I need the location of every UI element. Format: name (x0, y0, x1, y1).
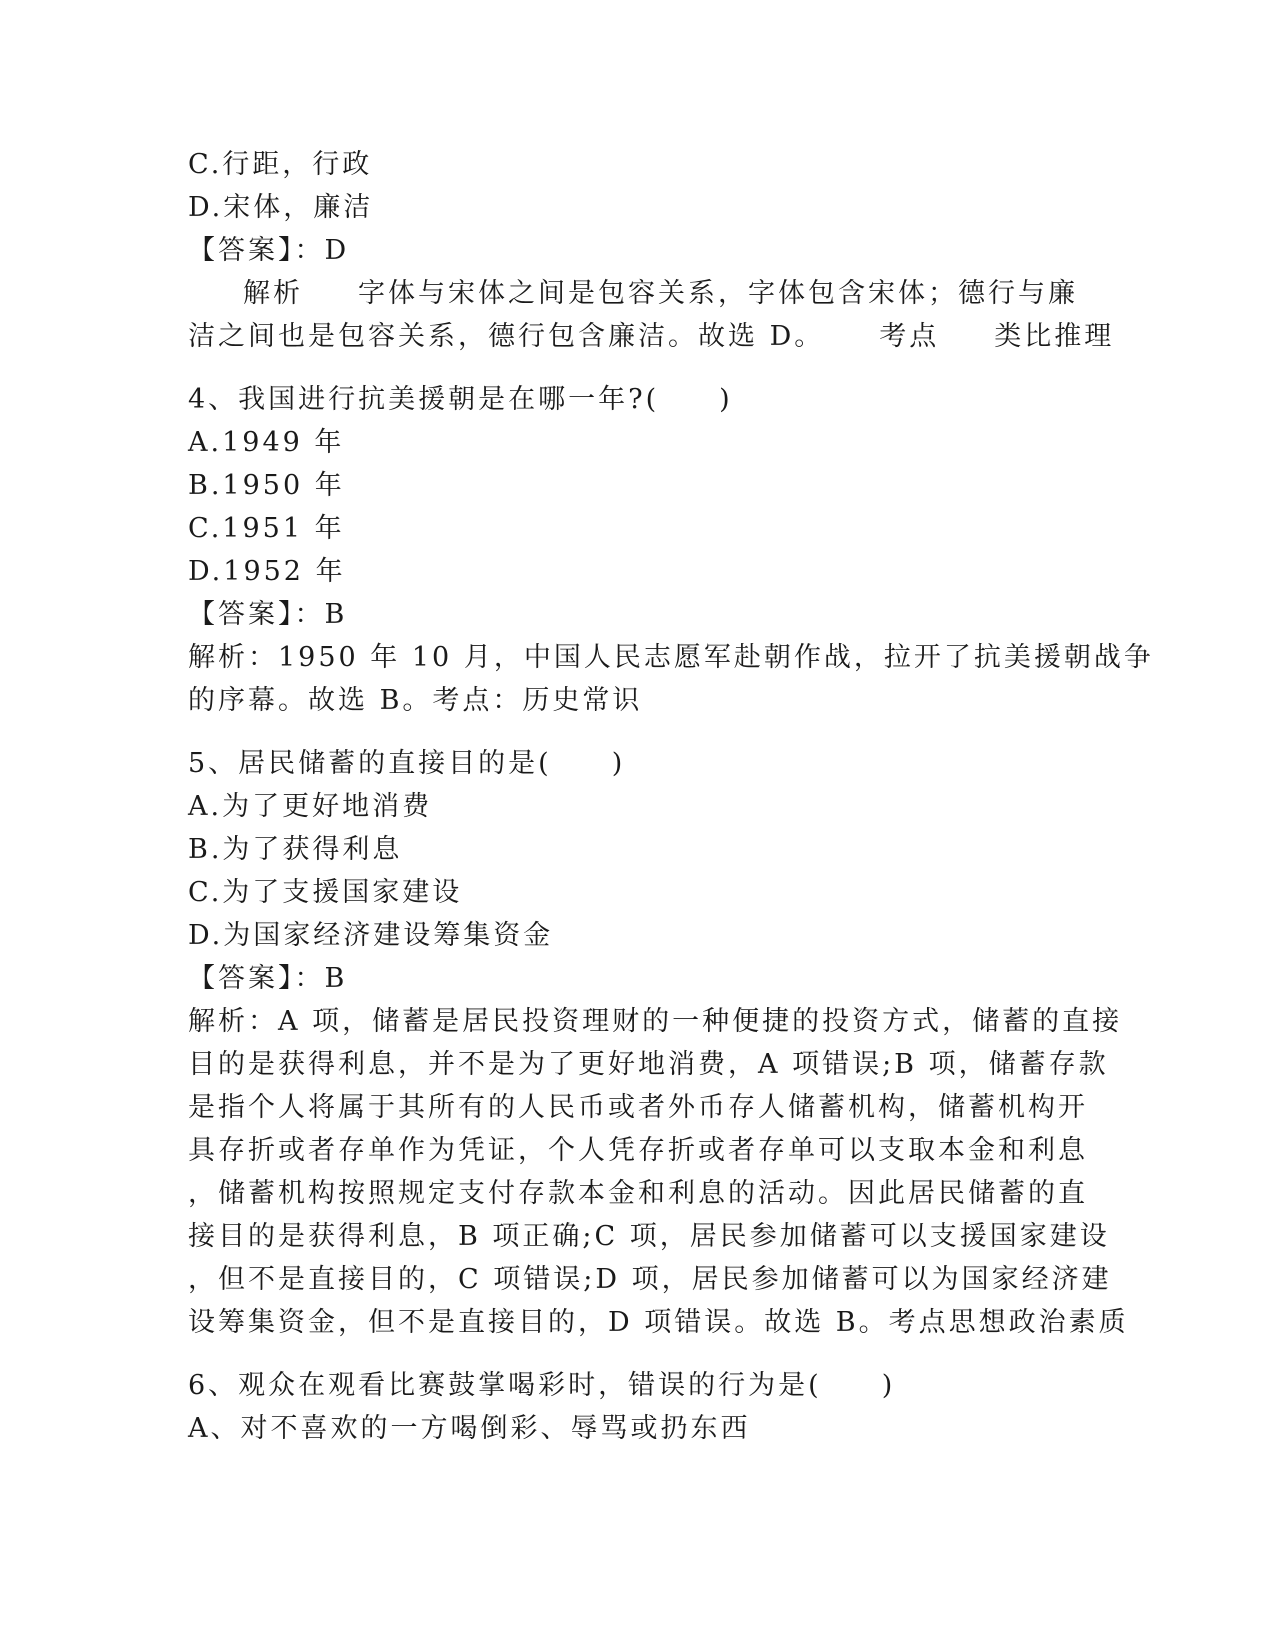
q5-analysis-line: 目的是获得利息，并不是为了更好地消费，A 项错误;B 项，储蓄存款 (188, 1049, 1109, 1080)
q5-analysis-line: 是指个人将属于其所有的人民币或者外币存人储蓄机构，储蓄机构开 (188, 1092, 1088, 1123)
q5-question: 5、居民储蓄的直接目的是( ) (188, 748, 626, 779)
q5-analysis-line: 解析：A 项，储蓄是居民投资理财的一种便捷的投资方式，储蓄的直接 (188, 1006, 1123, 1037)
q5-analysis-line: ，储蓄机构按照规定支付存款本金和利息的活动。因此居民储蓄的直 (188, 1178, 1088, 1209)
q3-option-d: D.宋体，廉洁 (188, 192, 374, 223)
q5-answer: 【答案】：B (188, 963, 348, 994)
q3-topic: 类比推理 (994, 321, 1115, 352)
q3-answer: 【答案】：D (188, 235, 350, 266)
q3-analysis-line-2 (188, 315, 1115, 358)
q5-analysis-line: 接目的是获得利息，B 项正确;C 项，居民参加储蓄可以支援国家建设 (188, 1221, 1110, 1252)
q4-option-b: B.1950 年 (188, 470, 345, 501)
q3-analysis-line-1 (188, 272, 1088, 315)
q5-analysis-line: 具存折或者存单作为凭证，个人凭存折或者存单可以支取本金和利息 (188, 1135, 1088, 1166)
q3-topic-label: 考点 (879, 321, 940, 352)
q6-question: 6、观众在观看比赛鼓掌喝彩时，错误的行为是( ) (188, 1370, 896, 1401)
q3-analysis-text-2: 洁之间也是包容关系，德行包含廉洁。故选 D。 (188, 321, 825, 352)
page-content (188, 143, 1154, 1450)
q3-analysis-label: 解析 (243, 278, 303, 309)
q3-option-c: C.行距，行政 (188, 149, 373, 180)
q4-option-c: C.1951 年 (188, 513, 345, 544)
q5-option-b: B.为了获得利息 (188, 834, 403, 865)
q5-option-c: C.为了支援国家建设 (188, 877, 463, 908)
q5-analysis-line: 设筹集资金，但不是直接目的，D 项错误。故选 B。考点思想政治素质 (188, 1307, 1129, 1338)
q5-analysis-line: ，但不是直接目的，C 项错误;D 项，居民参加储蓄可以为国家经济建 (188, 1264, 1112, 1295)
q3-analysis-text-1: 字体与宋体之间是包容关系，字体包含宋体；德行与廉 (358, 278, 1078, 309)
q5-option-a: A.为了更好地消费 (188, 791, 433, 822)
q4-analysis-line-2: 的序幕。故选 B。考点：历史常识 (188, 685, 643, 716)
q4-analysis-line-1: 解析：1950 年 10 月，中国人民志愿军赴朝作战，拉开了抗美援朝战争 (188, 642, 1154, 673)
q6-option-a: A、对不喜欢的一方喝倒彩、辱骂或扔东西 (188, 1413, 751, 1444)
q4-question: 4、我国进行抗美援朝是在哪一年?( ) (188, 384, 733, 415)
q4-option-a: A.1949 年 (188, 427, 345, 458)
q4-answer: 【答案】：B (188, 599, 348, 630)
q5-option-d: D.为国家经济建设筹集资金 (188, 920, 554, 951)
q4-option-d: D.1952 年 (188, 556, 346, 587)
